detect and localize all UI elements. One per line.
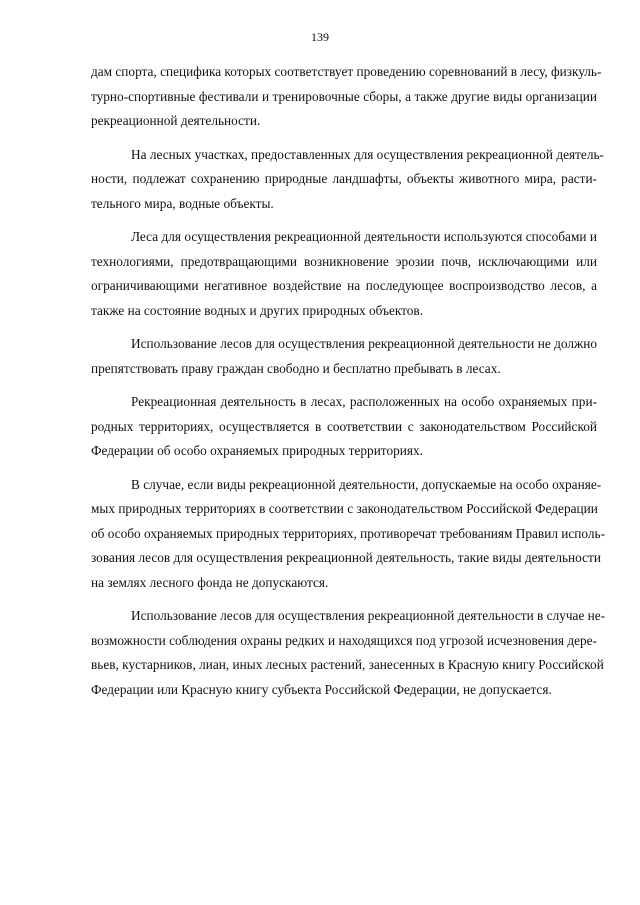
text-line: мых природных территориях в соответствии с законодательством Российской Федерации xyxy=(91,501,598,516)
text-line: На лесных участках, предоставленных для осуществления рекреационной деятель- xyxy=(131,146,604,162)
text-line: об особо охраняемых природных территориях, противоречат требованиям Правил исполь- xyxy=(91,525,606,541)
text-line: дам спорта, специфика которых соответствует проведению соревнований в лесу, физкуль- xyxy=(91,64,602,79)
text-line: вьев, кустарников, лиан, иных лесных растений, занесенных в Красную книгу Российской xyxy=(91,657,604,672)
page-number: 139 xyxy=(311,30,329,44)
text-line: родных территориях, осуществляется в соответствии с законодательством Российской xyxy=(91,418,597,434)
paragraph xyxy=(91,473,606,596)
text-line: препятствовать праву граждан свободно и бесплатно пребывать в лесах. xyxy=(91,360,501,376)
text-line: возможности соблюдения охраны редких и находящихся под угрозой исчезновения дере- xyxy=(91,632,597,648)
text-line: рекреационной деятельности. xyxy=(91,113,261,128)
text-line: ности, подлежат сохранению природные ландшафты, объекты животного мира, расти- xyxy=(91,171,597,186)
text-line: Федерации или Красную книгу субъекта Российской Федерации, не допускается. xyxy=(91,681,552,697)
paragraph xyxy=(91,390,597,464)
text-line: также на состояние водных и других природных объектов. xyxy=(91,302,424,318)
text-line: тельного мира, водные объекты. xyxy=(91,195,274,211)
text-line: Федерации об особо охраняемых природных территориях. xyxy=(91,443,423,458)
text-line: ограничивающими негативное воздействие на последующее воспроизводство лесов, а xyxy=(91,278,597,293)
text-line: Использование лесов для осуществления рекреационной деятельности не должно xyxy=(131,336,597,351)
text-line: технологиями, предотвращающими возникновение эрозии почв, исключающими или xyxy=(91,253,597,269)
document-body xyxy=(91,60,606,711)
paragraph xyxy=(91,60,602,134)
text-line: Рекреационная деятельность в лесах, расположенных на особо охраняемых при- xyxy=(131,394,597,409)
paragraph xyxy=(91,604,606,702)
text-line: В случае, если виды рекреационной деятельности, допускаемые на особо охраняе- xyxy=(131,476,602,492)
text-line: Леса для осуществления рекреационной деятельности используются способами и xyxy=(131,229,597,244)
paragraph xyxy=(91,143,604,217)
paragraph xyxy=(91,225,597,323)
text-line: турно-спортивные фестивали и тренировочные сборы, а также другие виды организации xyxy=(91,88,597,104)
text-line: Использование лесов для осуществления рекреационной деятельности в случае не- xyxy=(131,608,606,623)
text-line: на землях лесного фонда не допускаются. xyxy=(91,574,329,590)
paragraph xyxy=(91,332,597,381)
text-line: зования лесов для осуществления рекреационной деятельность, такие виды деятельности xyxy=(91,550,601,565)
